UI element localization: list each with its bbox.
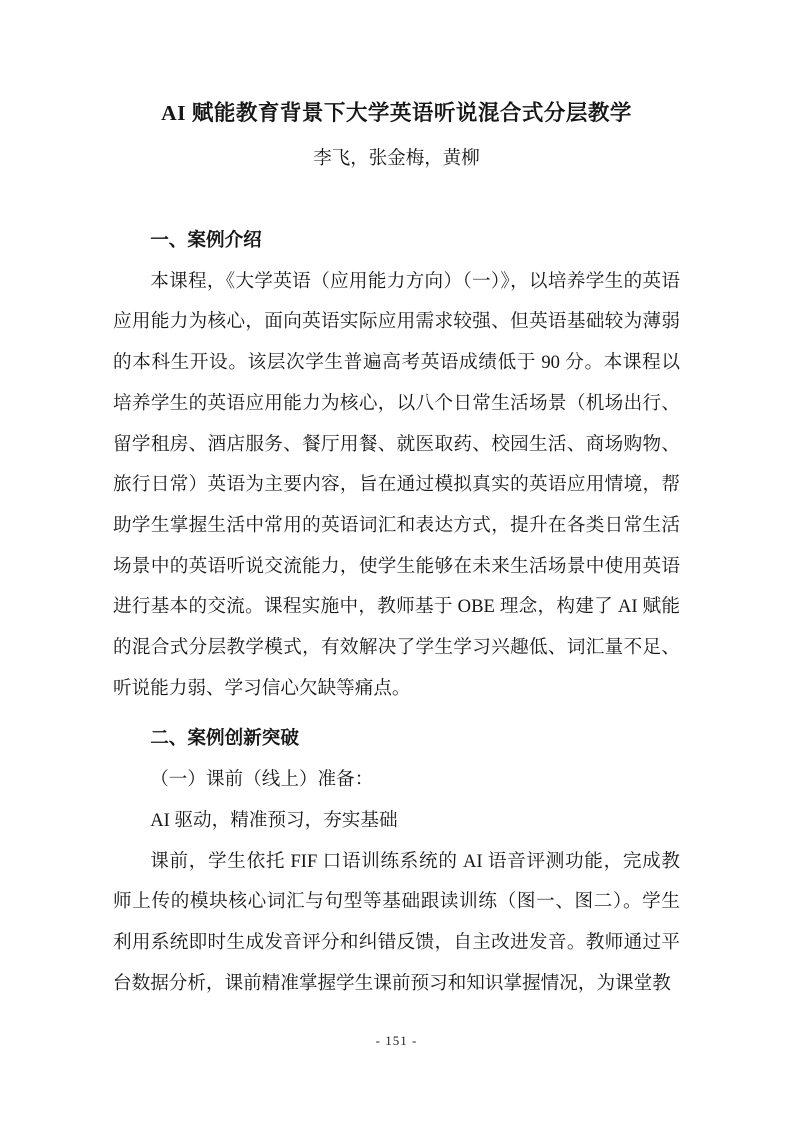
section-1-heading: 一、案例介绍	[150, 230, 262, 251]
section-2-paragraph: 课前，学生依托 FIF 口语训练系统的 AI 语音评测功能，完成教师上传的模块核心词汇与句型等基础跟读训练（图一、图二）。学生利用系统即时生成发音评分和纠错反馈，自主改进发音。教师通过平台数据分析，课前精准掌握学生课前预习和知识掌握情况，为课堂教	[113, 850, 680, 994]
authors-line: 李飞，张金梅，黄柳	[313, 149, 480, 169]
section-2-subheading-1: （一）课前（线上）准备：	[150, 769, 374, 791]
section-1-paragraph: 本课程，《大学英语（应用能力方向）（一）》，以培养学生的英语应用能力为核心，面向英语实际应用需求较强、但英语基础较为薄弱的本科生开设。该层次学生普遍高考英语成绩低于 90 分。本课程以培养学生的英语应用能力为核心，以八个日常生活场景（机场出行、留学租房、酒店服务、餐厅用餐、就医取药、校园生活、商场购物、旅行日常）英语为主要内容，旨在通过模拟真实的英语应用情境，帮助学生掌握生活中常用的英语词汇和表达方式，提升在各类日常生活场景中的英语听说交流能力，使学生能够在未来生活场景中使用英语进行基本的交流。课程实施中，教师基于 OBE 理念，构建了 AI 赋能的混合式分层教学模式，有效解决了学生学习兴趣低、词汇量不足、听说能力弱、学习信心欠缺等痛点。	[113, 270, 680, 699]
page-content	[113, 97, 680, 1004]
section-2-heading: 二、案例创新突破	[150, 728, 299, 750]
page-title: AI 赋能教育背景下大学英语听说混合式分层教学	[161, 101, 632, 125]
section-2-subheading-2: AI 驱动，精准预习，夯实基础	[150, 809, 398, 831]
footer-page-number: - 151 -	[375, 1033, 418, 1048]
